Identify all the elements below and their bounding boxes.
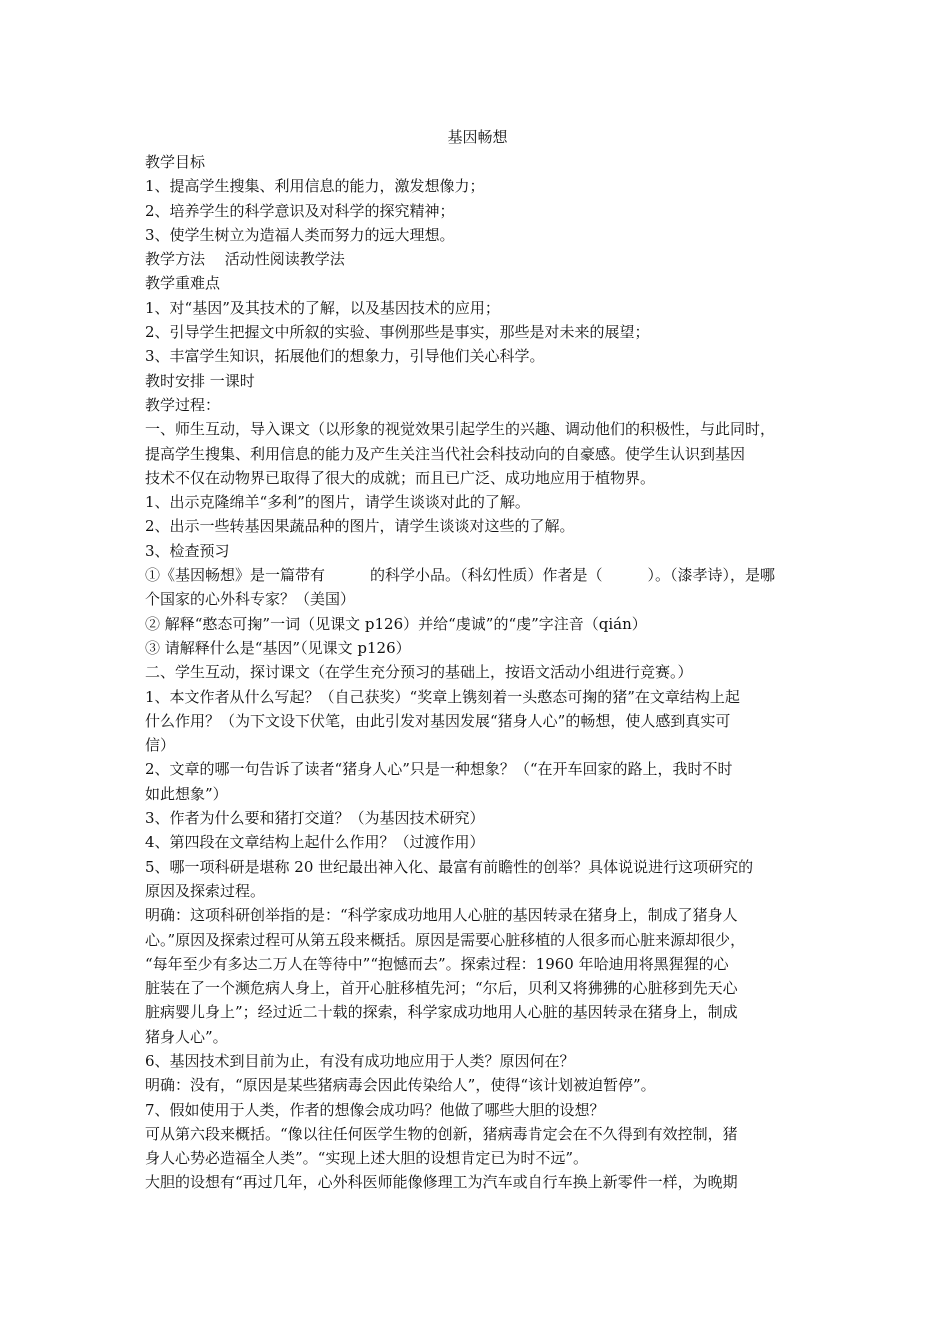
text-line: 原因及探索过程。: [145, 881, 266, 900]
text-line: 心。”原因及探索过程可从第五段来概括。原因是需要心脏移植的人很多而心脏来源却很少，: [145, 930, 746, 949]
text-line: 猪身人心”。: [145, 1027, 228, 1046]
text-line: 7、假如使用于人类，作者的想像会成功吗？他做了哪些大胆的设想？: [145, 1100, 605, 1119]
text-line: 二、学生互动，探讨课文（在学生充分预习的基础上，按语文活动小组进行竞赛。）: [145, 663, 693, 682]
text-line: 2、文章的哪一句告诉了读者“猪身人心”只是一种想象？（“在开车回家的路上，我时不时: [145, 760, 733, 779]
text-line: 1、出示克隆绵羊“多利”的图片，请学生谈谈对此的了解。: [145, 493, 530, 512]
text-line: 教学方法 活动性阅读教学法: [145, 250, 345, 269]
text-line: 教学目标: [145, 153, 206, 171]
text-line: 教时安排 一课时: [145, 371, 255, 390]
text-line: 3、使学生树立为造福人类而努力的远大理想。: [145, 225, 455, 244]
text-line: 教学重难点: [145, 274, 221, 293]
text-line: 身人心势必造福全人类”。“实现上述大胆的设想肯定已为时不远”。: [145, 1149, 589, 1168]
text-line: 脏装在了一个濒危病人身上，首开心脏移植先河；“尔后，贝利又将狒狒的心脏移到先天心: [145, 979, 738, 998]
text-line: 技术不仅在动物界已取得了很大的成就；而且已广泛、成功地应用于植物界。: [145, 468, 656, 487]
text-line: 一、师生互动，导入课文（以形象的视觉效果引起学生的兴趣、调动他们的积极性，与此同时，: [145, 420, 776, 439]
text-line: 如此想象”）: [145, 784, 228, 803]
text-line: 1、对“基因”及其技术的了解，以及基因技术的应用；: [145, 298, 500, 317]
text-line: 提高学生搜集、利用信息的能力及产生关注当代社会科技动向的自豪感。使学生认识到基因: [145, 444, 746, 463]
text-line: 明确：这项科研创举指的是：“科学家成功地用人心脏的基因转录在猪身上，制成了猪身人: [145, 906, 738, 925]
text-line: 个国家的心外科专家？（美国）: [145, 590, 356, 609]
text-line: ①《基因畅想》是一篇带有 的科学小品。（科幻性质）作者是（ ）。（漆孝诗），是哪: [145, 566, 776, 585]
text-line: 教学过程：: [145, 395, 221, 414]
text-line: 脏病婴儿身上”；经过近二十载的探索，科学家成功地用人心脏的基因转录在猪身上，制成: [145, 1003, 738, 1022]
text-line: ③ 请解释什么是“基因”（见课文 p126）: [145, 638, 411, 657]
text-line: ② 解释“憨态可掬”一词（见课文 p126）并给“虔诚”的“虔”字注音（qián）: [145, 614, 647, 633]
text-line: 3、检查预习: [145, 541, 230, 560]
text-line: 2、培养学生的科学意识及对科学的探究精神；: [145, 201, 455, 220]
text-line: 3、作者为什么要和猪打交道？（为基因技术研究）: [145, 809, 485, 828]
text-line: 信）: [145, 736, 176, 755]
document-title: 基因畅想: [447, 128, 508, 146]
text-line: “每年至少有多达二万人在等待中”“抱憾而去”。探索过程：1960 年哈迪用将黑猩猩的心: [145, 954, 729, 973]
text-line: 什么作用？（为下文设下伏笔，由此引发对基因发展“猪身人心”的畅想，使人感到真实可: [145, 711, 731, 730]
text-line: 4、第四段在文章结构上起什么作用？（过渡作用）: [145, 833, 485, 852]
text-line: 3、丰富学生知识，拓展他们的想象力，引导他们关心科学。: [145, 347, 545, 366]
text-line: 可从第六段来概括。“像以往任何医学生物的创新，猪病毒肯定会在不久得到有效控制，猪: [145, 1124, 738, 1143]
text-line: 2、出示一些转基因果蔬品种的图片，请学生谈谈对这些的了解。: [145, 517, 575, 536]
text-line: 1、本文作者从什么写起？（自己获奖）“奖章上镌刻着一头憨态可掬的猪”在文章结构上起: [145, 687, 740, 706]
text-line: 6、基因技术到目前为止，有没有成功地应用于人类？原因何在？: [145, 1051, 575, 1070]
text-line: 明确：没有，“原因是某些猪病毒会因此传染给人”，使得“该计划被迫暂停”。: [145, 1076, 656, 1095]
text-line: 1、提高学生搜集、利用信息的能力，激发想像力；: [145, 177, 485, 196]
document-body: [145, 150, 810, 1195]
text-line: 5、哪一项科研是堪称 20 世纪最出神入化、最富有前瞻性的创举？具体说说进行这项研究的: [145, 857, 754, 876]
text-line: 2、引导学生把握文中所叙的实验、事例那些是事实，那些是对未来的展望；: [145, 323, 650, 342]
text-line: 大胆的设想有“再过几年，心外科医师能像修理工为汽车或自行车换上新零件一样，为晚期: [145, 1173, 738, 1192]
